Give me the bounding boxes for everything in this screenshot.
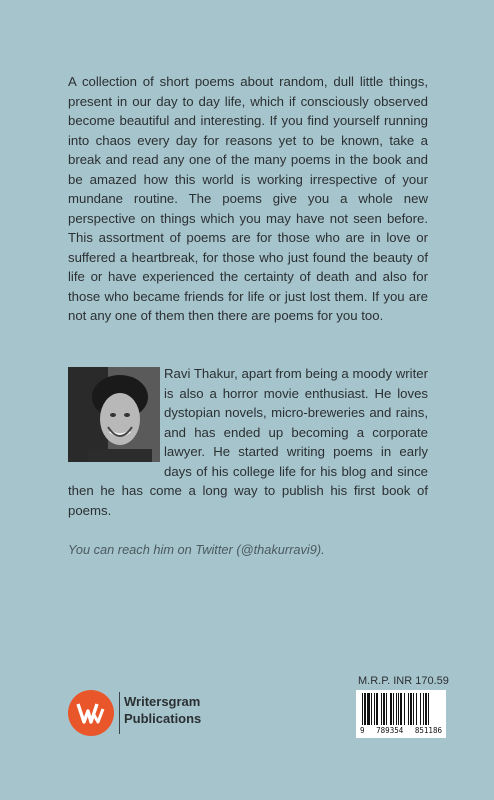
author-bio-text: Ravi Thakur, apart from being a moody writer is also a horror movie enthusiast. He loves dystopian novels, micro-breweries and rains, and has ended up becoming a corporate lawyer. He started writing poems in early days of his college life for his blog and since then he has come a long way to publish his first book of poems.	[68, 366, 428, 518]
publisher-line2: Publications	[124, 711, 202, 726]
logo-divider	[119, 692, 120, 734]
barcode-numbers	[360, 726, 442, 735]
publisher-line1: Writersgram	[124, 694, 201, 709]
book-blurb: A collection of short poems about random, dull little things, present in our day to day life, which if consciously observed become beautiful and interesting. If you find yourself running into chaos every day for reasons yet to be known, take a break and read any one of the many poems in the book and be amazed how this world is working irrespective of your mundane routine. The poems give you a whole new perspective on things which you may have not seen before. This assortment of poems are for those who are in love or suffered a heartbreak, for those who just found the beauty of life or have experienced the certainty of death and also for those who became friends for life or just lost them. If you are not any one of them then there are poems for you too.	[68, 74, 428, 323]
publisher-name	[124, 693, 201, 727]
isbn-barcode	[356, 690, 446, 738]
barcode-bars	[360, 693, 442, 725]
author-bio	[68, 364, 428, 520]
barcode-first: 9	[360, 726, 365, 735]
price-label: M.R.P. INR 170.59	[358, 675, 449, 687]
w-logo-icon	[76, 701, 106, 725]
author-contact: You can reach him on Twitter (@thakurravi9).	[68, 542, 325, 557]
barcode-group1: 789354	[376, 726, 404, 735]
publisher-logo	[68, 690, 114, 736]
barcode-group2: 851186	[414, 726, 442, 735]
